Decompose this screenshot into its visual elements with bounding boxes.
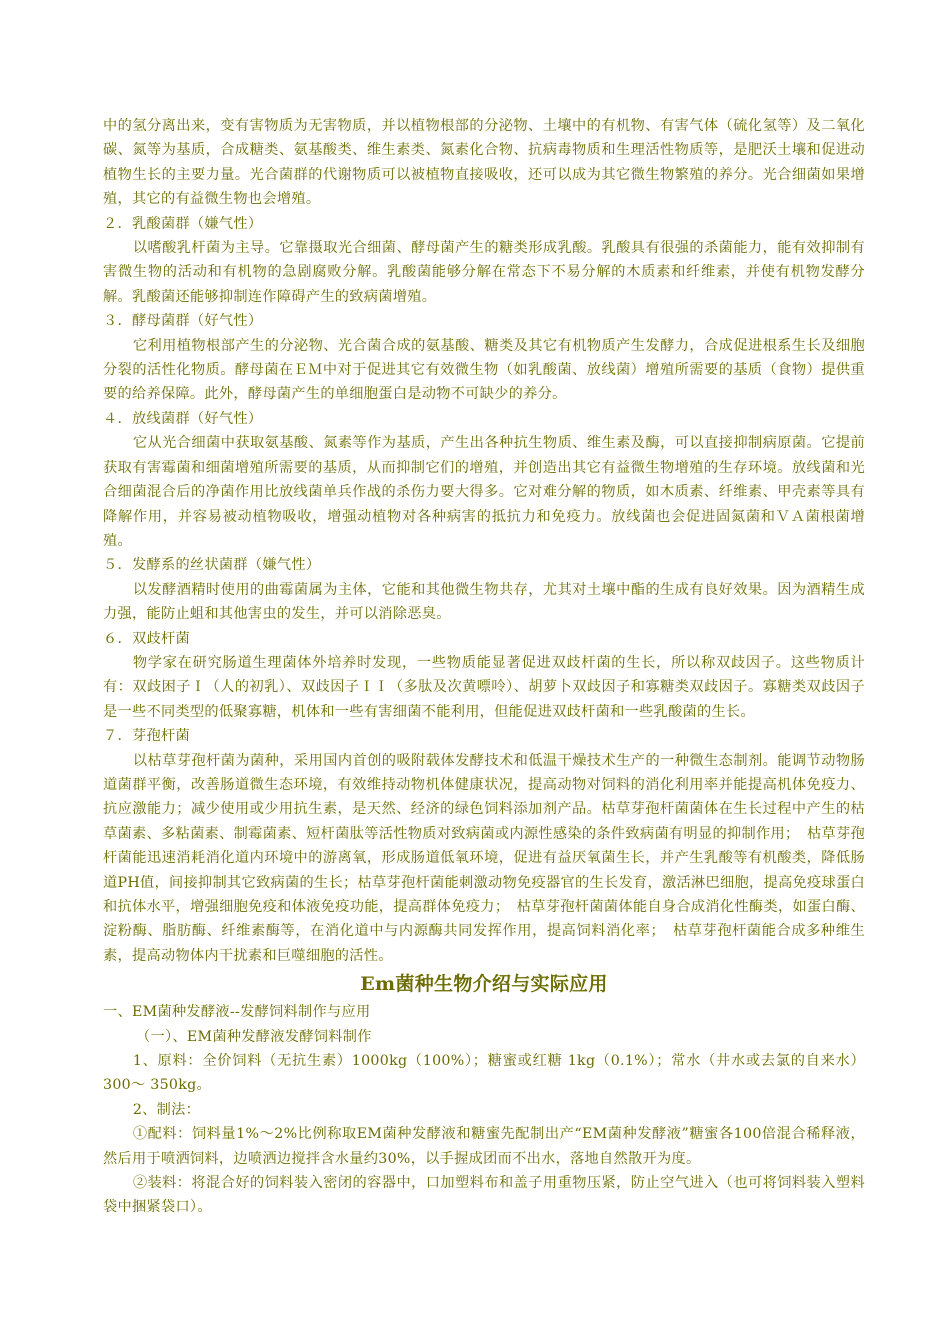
step-loading: ②装料：将混合好的饲料装入密闭的容器中，口加塑料布和盖子用重物压紧，防止空气进入（也可将饲料装入塑料袋中捆紧袋口）。	[103, 1175, 865, 1216]
sub-heading: （一）、EM菌种发酵液发酵饲料制作	[136, 1028, 372, 1045]
item-body-yeast: 它利用植物根部产生的分泌物、光合菌合成的氨基酸、糖类及其它有机物质产生发酵力，合成促进根系生长及细胞分裂的活性化物质。酵母菌在ＥＭ中对于促进其它有效微生物（如乳酸菌、放线菌）增殖所需要的基质（食物）提供重要的给养保障。此外，酵母菌产生的单细胞蛋白是动物不可缺少的养分。	[103, 337, 865, 403]
step-mixing: ①配料：饲料量1%～2%比例称取EM菌种发酵液和糖蜜先配制出产“EM菌种发酵液”糖蜜各100倍混合稀释液，然后用于喷洒饲料，边喷洒边搅拌含水量约30%，以手握成团而不出水，落地自然散开为度。	[103, 1126, 865, 1167]
item-body-actinomycetes: 它从光合细菌中获取氨基酸、氮素等作为基质，产生出各种抗生物质、维生素及酶，可以直接抑制病原菌。它提前获取有害霉菌和细菌增殖所需要的基质，从而抑制它们的增殖，并创造出其它有益微生物增殖的生存环境。放线菌和光合细菌混合后的净菌作用比放线菌单兵作战的杀伤力要大得多。它对难分解的物质，如木质素、纤维素、甲壳素等具有降解作用，并容易被动植物吸收，增强动植物对各种病害的抵抗力和免疫力。放线菌也会促进固氮菌和ＶＡ菌根菌增殖。	[103, 435, 865, 549]
item-heading-lactobacillus: ２．乳酸菌群（嫌气性）	[103, 215, 263, 232]
item-body-lactobacillus: 以嗜酸乳杆菌为主导。它靠摄取光合细菌、酵母菌产生的糖类形成乳酸。乳酸具有很强的杀菌能力，能有效抑制有害微生物的活动和有机物的急剧腐败分解。乳酸菌能够分解在常态下不易分解的木质素和纤维素，并使有机物发酵分解。乳酸菌还能够抑制连作障碍产生的致病菌增殖。	[103, 240, 865, 305]
item-body-filamentous-fungi: 以发酵酒精时使用的曲霉菌属为主体，它能和其他微生物共存，尤其对土壤中酯的生成有良好效果。因为酒精生成力强，能防止蛆和其他害虫的发生，并可以消除恶臭。	[103, 581, 865, 623]
step-raw-materials: 1、原料：全价饲料（无抗生素）1000kg（100%）；糖蜜或红糖 1kg（0.1%）；常水（井水或去氯的自来水）300～ 350kg。	[103, 1053, 865, 1094]
item-heading-yeast: ３．酵母菌群（好气性）	[103, 313, 263, 330]
document-body	[103, 114, 865, 1220]
part-heading: 一、EM菌种发酵液--发酵饲料制作与应用	[103, 1004, 371, 1021]
item-heading-bacillus: ７．芽孢杆菌	[103, 728, 190, 745]
item-body-bacillus: 以枯草芽孢杆菌为菌种，采用国内首创的吸附载体发酵技术和低温干燥技术生产的一种微生态制剂。能调节动物肠道菌群平衡，改善肠道微生态环境，有效维持动物机体健康状况，提高动物对饲料的消化利用率并能提高机体免疫力、抗应激能力；减少使用或少用抗生素，是天然、经济的绿色饲料添加剂产品。枯草芽孢杆菌菌体在生长过程中产生的枯草菌素、多粘菌素、制霉菌素、短杆菌肽等活性物质对致病菌或内源性感染的条件致病菌有明显的抑制作用； 枯草芽孢杆菌能迅速消耗消化道内环境中的游离氧，形成肠道低氧环境，促进有益厌氧菌生长，并产生乳酸等有机酸类，降低肠道PH值，间接抑制其它致病菌的生长；枯草芽孢杆菌能刺激动物免疫器官的生长发育，激活淋巴细胞，提高免疫球蛋白和抗体水平，增强细胞免疫和体液免疫功能，提高群体免疫力； 枯草芽孢杆菌菌体能自身合成消化性酶类，如蛋白酶、淀粉酶、脂肪酶、纤维素酶等，在消化道中与内源酶共同发挥作用，提高饲料消化率； 枯草芽孢杆菌能合成多种维生素，提高动物体内干扰素和巨噬细胞的活性。	[103, 752, 865, 964]
item-heading-actinomycetes: ４．放线菌群（好气性）	[103, 410, 263, 427]
item-body-bifidobacterium: 物学家在研究肠道生理菌体外培养时发现，一些物质能显著促进双歧杆菌的生长，所以称双歧因子。这些物质计有：双歧困子Ｉ（人的初乳）、双歧因子ＩＩ（多肽及次黄嘌呤）、胡萝卜双歧因子和寡糖类双歧因子。寡糖类双歧因子是一些不同类型的低聚寡糖，机体和一些有害细菌不能利用，但能促进双歧杆菌和一些乳酸菌的生长。	[103, 654, 865, 720]
intro-paragraph: 中的氢分离出来，变有害物质为无害物质，并以植物根部的分泌物、土壤中的有机物、有害气体（硫化氢等）及二氧化碳、氮等为基质，合成糖类、氨基酸类、维生素类、氮素化合物、抗病毒物质和生理活性物质等，是肥沃土壤和促进动植物生长的主要力量。光合菌群的代谢物质可以被植物直接吸收，还可以成为其它微生物繁殖的养分。光合细菌如果增殖，其它的有益微生物也会增殖。	[103, 118, 865, 208]
item-heading-bifidobacterium: ６．双歧杆菌	[103, 630, 190, 647]
item-heading-filamentous-fungi: ５．发酵系的丝状菌群（嫌气性）	[103, 557, 321, 574]
section-title: Em菌种生物介绍与实际应用	[360, 973, 608, 996]
step-method: 2、制法：	[132, 1101, 201, 1118]
